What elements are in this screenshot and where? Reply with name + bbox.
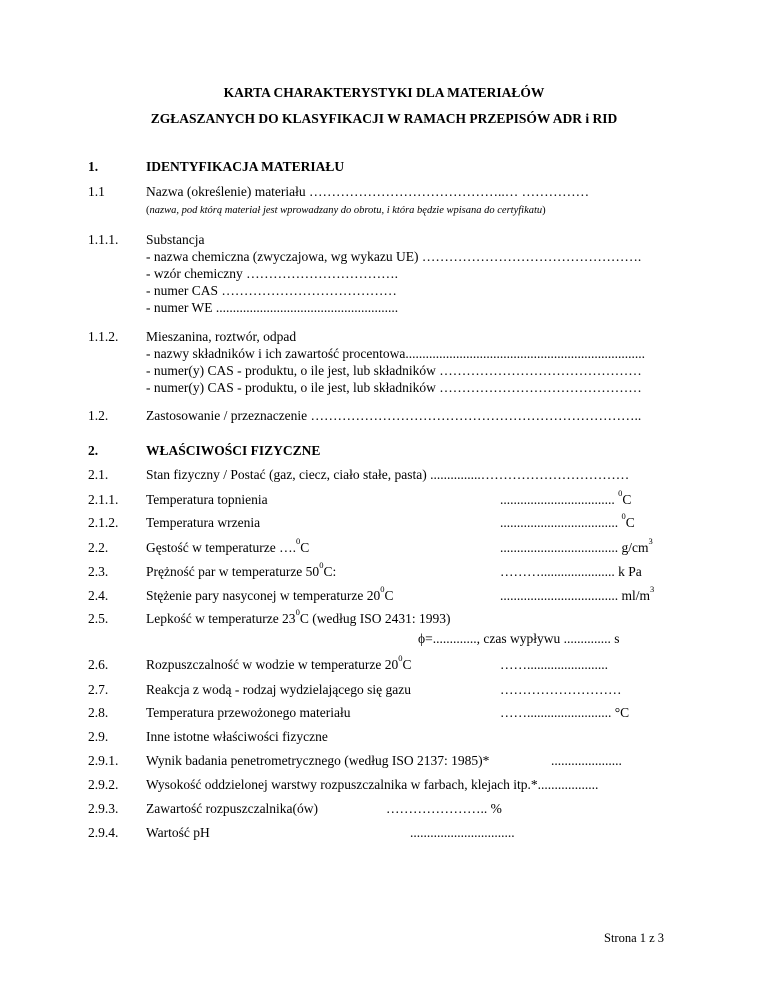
- item-2-9-4-number: 2.9.4.: [88, 825, 119, 840]
- item-2-7-value: ………………………: [500, 682, 622, 697]
- item-2-9-3-number: 2.9.3.: [88, 801, 119, 816]
- item-2-9-number: 2.9.: [88, 729, 109, 744]
- document-title-line2: ZGŁASZANYCH DO KLASYFIKACJI W RAMACH PRZEPISÓW ADR i RID: [150, 111, 618, 126]
- item-1-1-1-number: 1.1.1.: [88, 232, 119, 247]
- item-2-6-number: 2.6.: [88, 657, 109, 672]
- item-2-1-1-value: .................................. $^0$C: [500, 488, 632, 507]
- item-1-1-note: (nazwa, pod którą materiał jest wprowadzany do obrotu, i która będzie wpisana do certyfikatu): [146, 205, 546, 216]
- item-2-2-number: 2.2.: [88, 540, 109, 555]
- page-number: Strona 1 z 3: [604, 931, 665, 945]
- mixture-line: - numer(y) CAS - produktu, o ile jest, lub składników ………………………………………: [146, 363, 642, 378]
- section-2-number: 2.: [88, 443, 99, 458]
- item-1-2-number: 1.2.: [88, 408, 109, 423]
- substance-line: - numer CAS …………………………………: [146, 283, 397, 298]
- mixture-line: - nazwy składników i ich zawartość procentowa.......................................................................: [146, 346, 646, 361]
- item-2-4-text: Stężenie pary nasyconej w temperaturze $20^0C$: [146, 584, 394, 603]
- item-2-8-value: ……......................... °C: [500, 705, 630, 720]
- item-2-9-3-value: ………………….. %: [386, 801, 502, 816]
- section-1-heading: IDENTYFIKACJA MATERIAŁU: [146, 159, 345, 174]
- substance-line: - nazwa chemiczna (zwyczajowa, wg wykazu UE) ………………………………………….: [146, 249, 642, 264]
- section-2-heading: WŁAŚCIWOŚCI FIZYCZNE: [146, 443, 321, 458]
- item-2-9-3-text: Zawartość rozpuszczalnika(ów): [146, 801, 319, 816]
- item-1-1-text: Nazwa (określenie) materiału ……………………………………..… ……………: [146, 184, 590, 199]
- item-2-9-2-text: Wysokość oddzielonej warstwy rozpuszczalnika w farbach, klejach itp.*..................: [146, 777, 599, 792]
- item-2-5-number: 2.5.: [88, 611, 109, 626]
- item-2-9-4-text: Wartość pH: [146, 825, 210, 840]
- item-2-5-text: Lepkość w temperaturze $23^0C$ (według ISO 2431: 1993): [146, 607, 451, 626]
- item-2-4-value: ................................... $ml/m^3$: [500, 584, 655, 603]
- item-2-1-2-value: ................................... $^0$C: [500, 511, 635, 530]
- item-2-9-4-value: ...............................: [410, 825, 515, 840]
- item-2-8-text: Temperatura przewożonego materiału: [146, 705, 351, 720]
- item-2-5-value: ϕ=............., czas wypływu .............. s: [418, 631, 620, 646]
- mixture-line: - numer(y) CAS - produktu, o ile jest, lub składników ………………………………………: [146, 380, 642, 395]
- item-2-9-1-text: Wynik badania penetrometrycznego (według ISO 2137: 1985)*: [146, 753, 490, 768]
- item-1-2-text: Zastosowanie / przeznaczenie ………………………………………………………………..: [146, 408, 642, 423]
- item-2-6-text: Rozpuszczalność w wodzie w temperaturze $20^0C$: [146, 653, 412, 672]
- item-1-1-2-heading: Mieszanina, roztwór, odpad: [146, 329, 297, 344]
- item-2-3-value: ………...................... k Pa: [500, 564, 642, 579]
- item-2-3-text: Prężność par w temperaturze $50^0C$:: [146, 560, 337, 579]
- item-1-1-1-heading: Substancja: [146, 232, 205, 247]
- item-2-4-number: 2.4.: [88, 588, 109, 603]
- item-2-1-2-text: Temperatura wrzenia: [146, 515, 261, 530]
- substance-line: - numer WE ......................................................: [146, 300, 399, 315]
- item-2-7-number: 2.7.: [88, 682, 109, 697]
- item-2-9-text: Inne istotne właściwości fizyczne: [146, 729, 328, 744]
- item-2-2-value: ................................... $g/cm^3$: [500, 536, 653, 555]
- section-1-number: 1.: [88, 159, 99, 174]
- item-2-3-number: 2.3.: [88, 564, 109, 579]
- item-2-2-text: Gęstość w temperaturze ….$^0$C: [146, 536, 310, 555]
- document-title-line1: KARTA CHARAKTERYSTYKI DLA MATERIAŁÓW: [223, 85, 545, 100]
- substance-line: - wzór chemiczny …………………………….: [146, 266, 398, 281]
- item-2-1-text: Stan fizyczny / Postać (gaz, ciecz, ciało stałe, pasta) ...............……………………………: [146, 467, 630, 482]
- item-2-6-value: ……........................: [500, 657, 608, 672]
- item-1-1-number: 1.1: [88, 184, 105, 199]
- item-2-8-number: 2.8.: [88, 705, 109, 720]
- item-2-7-text: Reakcja z wodą - rodzaj wydzielającego się gazu: [146, 682, 411, 697]
- item-2-9-1-number: 2.9.1.: [88, 753, 119, 768]
- item-1-1-2-number: 1.1.2.: [88, 329, 119, 344]
- item-2-1-1-text: Temperatura topnienia: [146, 492, 268, 507]
- item-2-1-number: 2.1.: [88, 467, 109, 482]
- item-2-9-1-value: .....................: [551, 753, 622, 768]
- item-2-1-2-number: 2.1.2.: [88, 515, 119, 530]
- item-2-1-1-number: 2.1.1.: [88, 492, 119, 507]
- item-2-9-2-number: 2.9.2.: [88, 777, 119, 792]
